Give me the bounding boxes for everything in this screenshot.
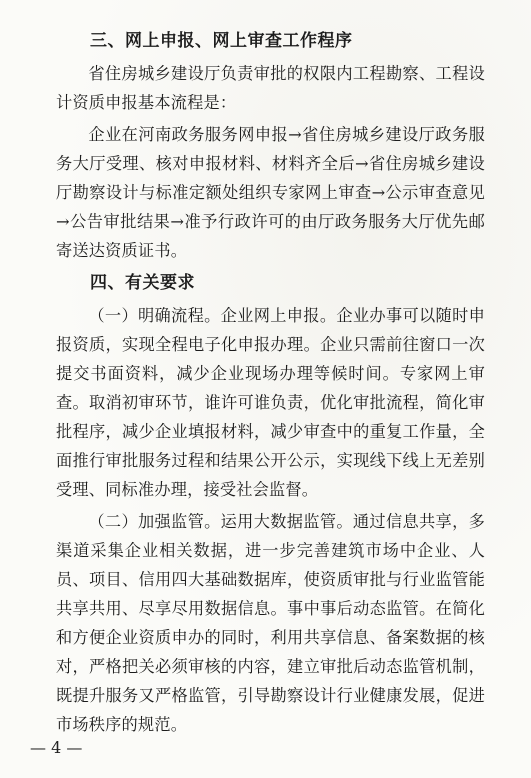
section-3-heading: 三、网上申报、网上审查工作程序 bbox=[90, 31, 353, 51]
section-3-paragraph-2: 企业在河南政务服务网申报→省住房城乡建设厅政务服务大厅受理、核对申报材料、材料齐全后→省住房城乡建设厅勘察设计与标准定额处组织专家网上审查→公示审查意见→公告审批结果→准予行政许可的由厅政务服务大厅优先邮寄送达资质证书。 bbox=[56, 125, 485, 260]
section-4-heading: 四、有关要求 bbox=[90, 273, 195, 293]
paragraph-1-body: 企业网上申报。企业办事可以随时申报资质，实现全程电子化申报办理。企业只需前往窗口一次提交书面资料，减少企业现场办理等候时间。专家网上审查。取消初审环节，谁许可谁负责，优化审批流程，简化审批程序，减少企业填报材料，减少审查中的重复工作量，全面推行审批服务过程和结果公开公示，实现线下线上无差别受理、同标准办理，接受社会监督。 bbox=[56, 306, 485, 499]
section-4-paragraph-1 bbox=[56, 301, 485, 504]
page-number: — 4 — bbox=[30, 738, 83, 757]
paragraph-2-lead: （二）加强监管。 bbox=[88, 512, 221, 531]
paragraph-2-body: 运用大数据监管。通过信息共享，多渠道采集企业相关数据，进一步完善建筑市场中企业、人员、项目、信用四大基础数据库，使资质审批与行业监管能共享共用、尽享尽用数据信息。事中事后动态监管。在简化和方便企业资质申办的同时，利用共享信息、备案数据的核对，严格把关必须审核的内容，建立审批后动态监管机制，既提升服务又严格监管，引导勘察设计行业健康发展，促进市场秩序的规范。 bbox=[56, 512, 485, 734]
section-4-paragraph-2 bbox=[56, 507, 485, 739]
paragraph-1-lead: （一）明确流程。 bbox=[88, 306, 221, 325]
section-3-paragraph-1: 省住房城乡建设厅负责审批的权限内工程勘察、工程设计资质申报基本流程是： bbox=[56, 64, 485, 112]
